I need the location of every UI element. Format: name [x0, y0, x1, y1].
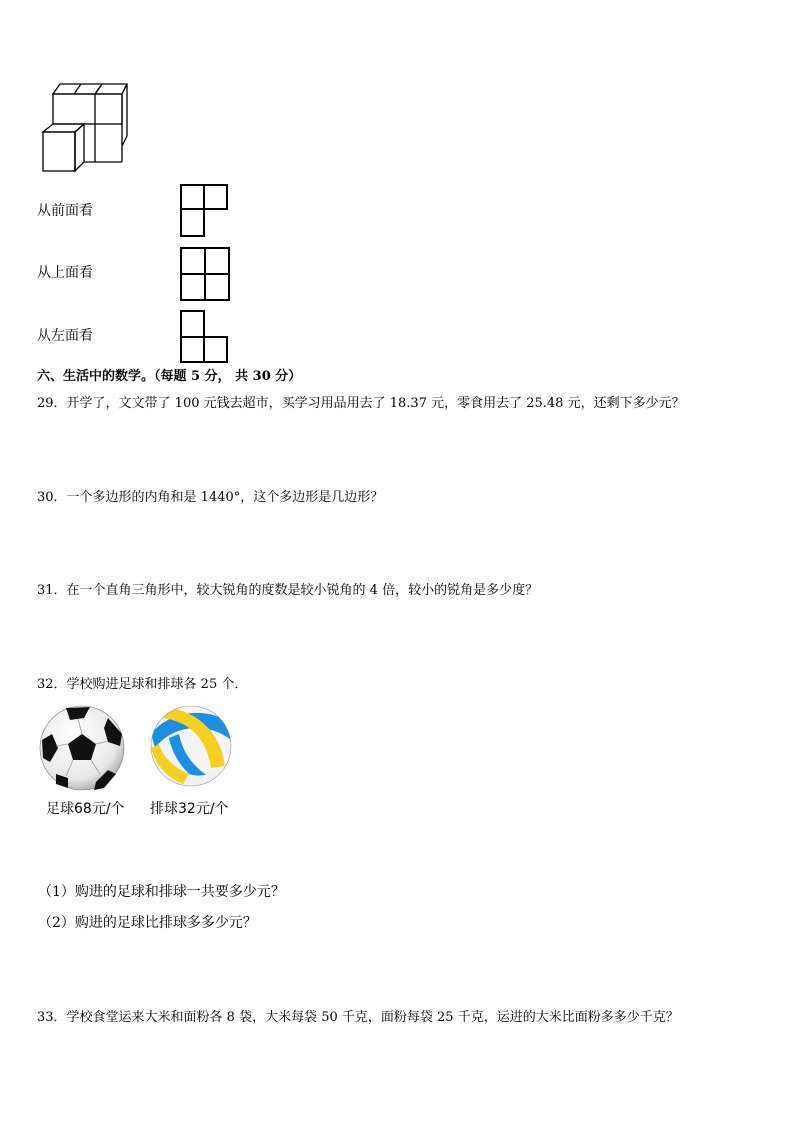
top-view-grid — [180, 247, 232, 302]
question-31: 31．在一个直角三角形中，较大锐角的度数是较小锐角的 4 倍，较小的锐角是多少度？ — [37, 583, 539, 598]
top-view-label: 从上面看 — [37, 265, 93, 281]
question-29: 29．开学了，文文带了 100 元钱去超市，买学习用品用去了 18.37 元，零食用去了 25.48 元，还剩下多少元？ — [37, 396, 685, 411]
left-view-label: 从左面看 — [37, 328, 93, 344]
front-view-label: 从前面看 — [37, 203, 93, 219]
front-view-grid — [180, 184, 230, 238]
left-view-grid — [180, 310, 230, 364]
question-33: 33．学校食堂运来大米和面粉各 8 袋，大米每袋 50 千克，面粉每袋 25 千克，运进的大米比面粉多多少千克？ — [37, 1010, 679, 1025]
question-32: 32．学校购进足球和排球各 25 个． — [37, 677, 248, 692]
question-32-part-2: （2）购进的足球比排球多多少元？ — [38, 915, 257, 931]
cube-figure — [38, 80, 133, 175]
question-30: 30．一个多边形的内角和是 1440°，这个多边形是几边形？ — [37, 490, 384, 505]
soccer-price-label: 足球68元/个 — [46, 801, 125, 817]
section-title: 六、生活中的数学。（每题 5 分， 共 30 分） — [37, 369, 302, 384]
volleyball-price-label: 排球32元/个 — [150, 801, 229, 817]
soccer-ball-icon — [38, 704, 126, 792]
question-32-part-1: （1）购进的足球和排球一共要多少元？ — [38, 884, 285, 900]
volleyball-icon — [149, 704, 233, 788]
